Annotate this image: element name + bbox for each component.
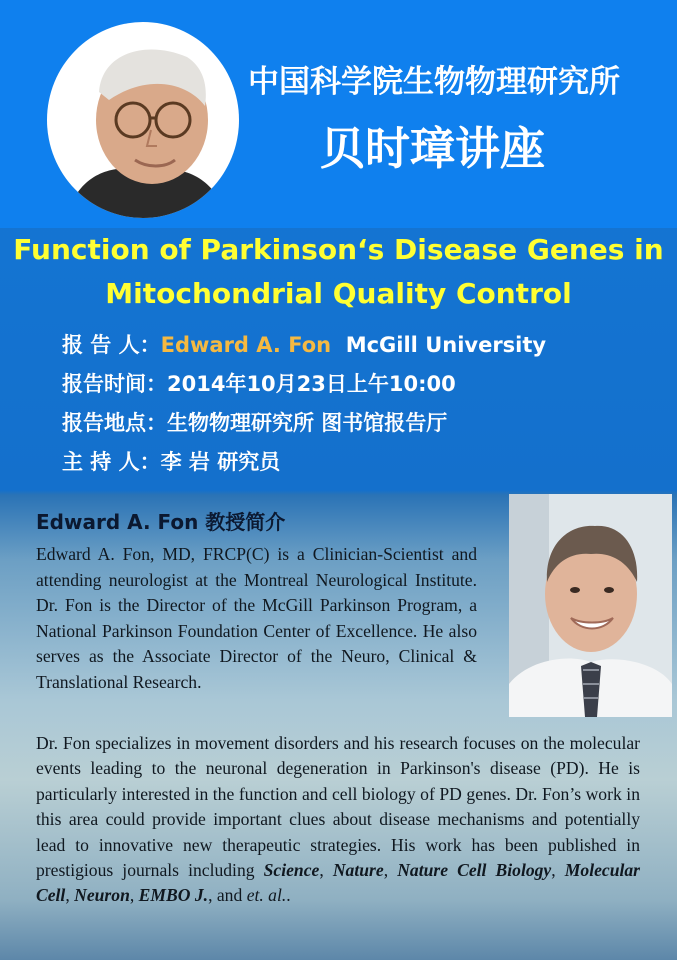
elder-scientist-portrait [47, 22, 239, 218]
et-al: et. al. [246, 885, 287, 906]
bio-paragraph-2-text: Dr. Fon specializes in movement disorders and his research focuses on the molecular events leading to the neuronal degeneration in Parkinson's disease (PD). He is particularly interested in the function and cell biology of PD genes. Dr. Fon’s work in this area could provide important clues about disease mechanisms and potentially lead to innovative new therapeutic strategies. His work has been published in prestigious journals including [36, 733, 640, 881]
speaker-label: 报 告 人： [62, 333, 161, 357]
journal-science: Science [263, 860, 320, 881]
time-value: 2014年10月23日上午10:00 [167, 372, 456, 396]
journal-nature-cell-biology: Nature Cell Biology [397, 860, 552, 881]
place-label: 报告地点： [62, 411, 167, 435]
speaker-affiliation: McGill University [345, 333, 547, 357]
place-value: 生物物理研究所 图书馆报告厅 [167, 411, 448, 435]
speaker-name: Edward A. Fon [160, 333, 332, 357]
journal-embo-j: EMBO J. [138, 885, 209, 906]
and-text: , and [208, 885, 247, 906]
time-row [62, 368, 456, 398]
talk-title [0, 228, 677, 316]
host-row [62, 446, 280, 476]
bio-heading: Edward A. Fon 教授简介 [36, 510, 286, 534]
host-value: 李 岩 研究员 [160, 450, 281, 474]
journal-neuron: Neuron [74, 885, 130, 906]
bio-paragraph-1: Edward A. Fon, MD, FRCP(C) is a Clinician-Scientist and attending neurologist at the Montreal Neurological Institute. Dr. Fon is the Director of the McGill Parkinson Program, a National Parkinson Foundation Center of Excellence. He also serves as the Associate Director of the Neuro, Clinical & Translational Research. [36, 544, 477, 692]
talk-title-line1: Function of Parkinson‘s Disease Genes in [13, 233, 664, 266]
host-label: 主 持 人： [62, 450, 161, 474]
journal-nature: Nature [332, 860, 384, 881]
time-label: 报告时间： [62, 372, 167, 396]
place-row [62, 407, 447, 437]
talk-title-line2: Mitochondrial Quality Control [105, 277, 572, 310]
bio-paragraph-2: Dr. Fon specializes in movement disorders and his research focuses on the molecular events leading to the neuronal degeneration in Parkinson's disease (PD). He is particularly interested in the function and cell biology of PD genes. Dr. Fon’s work in this area could provide important clues about disease mechanisms and potentially lead to innovative new therapeutic strategies. His work has been published in prestigious journals including Science, Nature, Nature Cell Biology, Molecular Cell, Neuron, EMBO J., and et. al.. [36, 733, 641, 906]
speaker-photo [509, 494, 672, 717]
institute-name: 中国科学院生物物理研究所 [248, 64, 620, 100]
end-punct: . [286, 885, 291, 906]
lecture-series-title: 贝时璋讲座 [320, 122, 546, 175]
journal-molecular-cell: Molecular Cell [36, 860, 641, 906]
speaker-row [62, 329, 546, 359]
